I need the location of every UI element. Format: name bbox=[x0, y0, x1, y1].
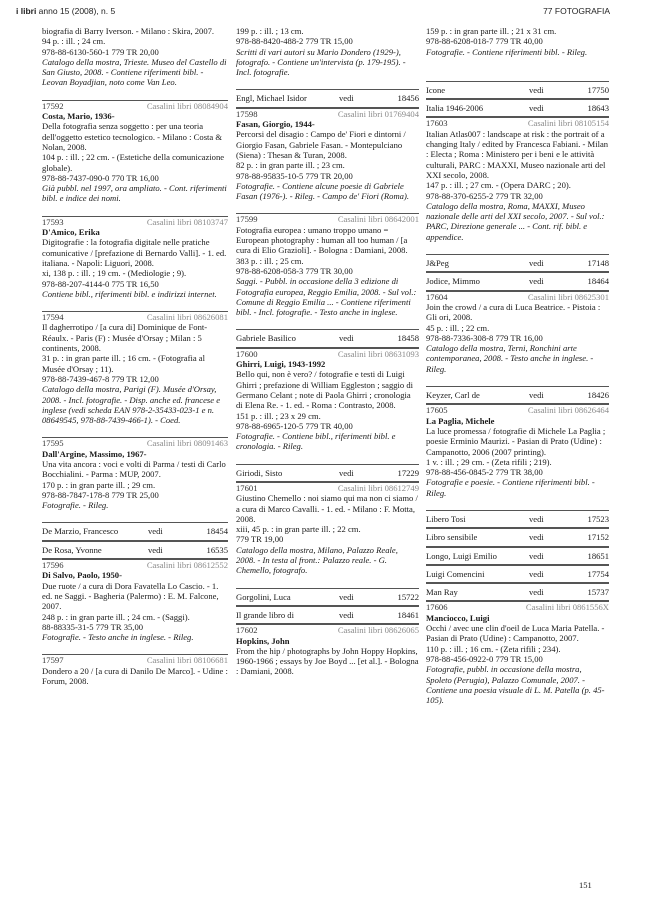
cross-reference[interactable] bbox=[426, 565, 609, 583]
entry-author: Manciocco, Luigi bbox=[426, 612, 490, 623]
cross-ref-vedi: vedi bbox=[529, 84, 544, 95]
entry-text: 978-88-95835-10-5 779 TR 20,00 bbox=[236, 170, 353, 181]
entry-header bbox=[426, 292, 609, 302]
entry-text: 978-88-7847-178-8 779 TR 25,00 bbox=[42, 489, 159, 500]
entry-text: Italian Atlas007 : landscape at risk : the portrait of a changing Italy / edited by Francesca Fabiani. - Milan : Electa ; Roma : Ministero per i beni e le attività culturali, PARC : MAXXI, Museo nazionale arti del XXI secolo, 2008. bbox=[426, 128, 609, 180]
cross-ref-vedi: vedi bbox=[339, 93, 354, 104]
column-3 bbox=[426, 26, 609, 705]
cross-ref-vedi: vedi bbox=[529, 550, 544, 561]
cross-reference[interactable] bbox=[236, 464, 419, 482]
entry-text: Due ruote / a cura di Dora Favatella Lo Cascio. - 1. ed. ne Saggi. - Bagheria (Palermo) : E. M. Falcone, 2007. bbox=[42, 580, 219, 612]
entry-source-code: Casalini libri 0861556X bbox=[525, 602, 609, 613]
entry-text: 104 p. : ill. ; 22 cm. - (Estetiche della comunicazione globale). bbox=[42, 152, 225, 173]
cross-reference[interactable] bbox=[426, 81, 609, 99]
entry-number: 17604 bbox=[426, 291, 448, 302]
page-number: 151 bbox=[579, 880, 592, 890]
cross-ref-number: 18458 bbox=[397, 333, 419, 344]
cross-reference[interactable] bbox=[236, 606, 419, 624]
cross-reference[interactable] bbox=[426, 99, 609, 117]
cross-ref-name: Jodice, Mimmo bbox=[426, 276, 480, 287]
cross-reference[interactable] bbox=[236, 89, 419, 107]
entry-header bbox=[426, 602, 609, 612]
entry-author: Di Salvo, Paolo, 1950- bbox=[42, 570, 122, 581]
column-2 bbox=[236, 26, 419, 677]
entry-text: Fotografia europea : umano troppo umano = European photography : human all too human / [a cura di Elio Grazioli]. - Bologna : Damiani, 2008. bbox=[236, 224, 408, 256]
cross-reference[interactable] bbox=[426, 510, 609, 528]
entry-header bbox=[42, 560, 228, 570]
spacer bbox=[426, 498, 609, 510]
entry-number: 17597 bbox=[42, 655, 64, 666]
entry-source-code: Casalini libri 08626065 bbox=[337, 625, 419, 636]
entry-notes: Catalogo della mostra, Terni, Ronchini arte contemporanea, 2008. - Testo anche in inglese. - Rileg. bbox=[426, 343, 594, 374]
cross-ref-name: Libero Tosi bbox=[426, 513, 466, 524]
cross-ref-number: 16535 bbox=[206, 544, 228, 555]
cross-ref-vedi: vedi bbox=[339, 333, 354, 344]
entry-text: Il dagherrotipo / [a cura di] Dominique de Font-Réaulx. - Paris (F) : Musée d'Orsay ; Milan : 5 continents, 2008. bbox=[42, 322, 208, 354]
cross-ref-name: De Rosa, Yvonne bbox=[42, 544, 102, 555]
cross-ref-vedi: vedi bbox=[529, 568, 544, 579]
entry-text: Join the crowd / a cura di Luca Beatrice. - Pistoia : Gli ori, 2008. bbox=[426, 301, 601, 323]
entry-header bbox=[236, 109, 419, 119]
spacer bbox=[42, 425, 228, 437]
cross-ref-number: 15722 bbox=[397, 591, 419, 602]
cross-ref-vedi: vedi bbox=[529, 276, 544, 287]
cross-ref-number: 18643 bbox=[587, 103, 609, 114]
cross-ref-number: 17754 bbox=[587, 568, 609, 579]
entry-text: 170 p. : in gran parte ill. ; 29 cm. bbox=[42, 479, 156, 490]
entry-author: Ghirri, Luigi, 1943-1992 bbox=[236, 359, 326, 370]
entry-header bbox=[236, 625, 419, 635]
entry-text: Una vita ancora : voci e volti di Parma / testi di Carlo Bocchialini. - Parma : MUP, 2007. bbox=[42, 458, 226, 480]
spacer bbox=[42, 204, 228, 216]
entry-header bbox=[236, 214, 419, 224]
entry-text: 45 p. : ill. ; 22 cm. bbox=[426, 322, 490, 333]
entry-text: 978-88-7437-090-0 770 TR 16,00 bbox=[42, 172, 159, 183]
cross-reference[interactable] bbox=[426, 528, 609, 546]
entry-text: La luce promessa / fotografie di Michele La Paglia ; poesie Erminio Maurizi. - Pasian di Prato (Udine) : Campanotto, 2006 (2007 printing). bbox=[426, 425, 606, 457]
entry-text: 147 p. : ill. ; 27 cm. - (Opera DARC ; 20). bbox=[426, 180, 571, 191]
cross-ref-name: Gorgolini, Luca bbox=[236, 591, 291, 602]
cross-ref-vedi: vedi bbox=[529, 390, 544, 401]
entry-header bbox=[236, 483, 419, 493]
entry-source-code: Casalini libri 08642001 bbox=[337, 214, 419, 225]
entry-source-code: Casalini libri 08626081 bbox=[146, 312, 228, 323]
entry-text: 199 p. : ill. ; 13 cm. bbox=[236, 26, 304, 36]
spacer bbox=[42, 642, 228, 654]
cross-reference[interactable] bbox=[236, 588, 419, 606]
cross-ref-name: Luigi Comencini bbox=[426, 568, 485, 579]
entry-text: Giustino Chemello : noi siamo qui ma non ci siamo / a cura di Marco Cavalli. - 1. ed. - Milano : F. Motta, 2008. bbox=[236, 493, 418, 524]
entry-text: 82 p. : in gran parte ill. ; 23 cm. bbox=[236, 160, 345, 171]
entry-notes: Saggi. - Pubbl. in occasione della 3 edizione di Fotografia europea, Reggio Emilia, 2008. - Sul vol.: Comune di Reggio Emilia ... - Contiene riferimenti bibl. - Incl. fotografie. - Testo anche in inglese. bbox=[236, 276, 417, 318]
cross-ref-name: Giriodi, Sisto bbox=[236, 467, 283, 478]
cross-ref-number: 18651 bbox=[587, 550, 609, 561]
journal-title: i libri anno 15 (2008), n. 5 bbox=[16, 6, 116, 16]
cross-ref-name: J&Peg bbox=[426, 258, 449, 269]
cross-ref-name: Il grande libro di bbox=[236, 609, 294, 620]
entry-notes: Fotografie, pubbl. in occasione della mostra, Spoleto (Perugia), Palazzo Comunale, 2007. - Contiene una poesia visuale di L. M. Patella (p. 45-105). bbox=[426, 664, 605, 706]
cross-ref-vedi: vedi bbox=[339, 591, 354, 602]
entry-text: From the hip / photographs by John Hoppy Hopkins, 1960-1966 ; essays by Joe Boyd ... [et al.]. - Bologna : Damiani, 2008. bbox=[236, 645, 419, 677]
entry-text: 978-88-8420-488-2 779 TR 15,00 bbox=[236, 36, 353, 47]
entry-notes: Fotografie. - Rileg. bbox=[42, 500, 109, 511]
entry-notes: Catalogo della mostra, Milano, Palazzo Reale, 2008. - In testa al front.: Palazzo reale. - G. Chemello, fotografo. bbox=[236, 544, 398, 576]
entry-text: Della fotografia senza soggetto : per una teoria dell'oggetto estetico tecnologico. - Milano : Costa & Nolan, 2008. bbox=[42, 121, 223, 152]
entry-source-code: Casalini libri 08103747 bbox=[146, 216, 228, 227]
cross-reference[interactable] bbox=[426, 547, 609, 565]
entry-notes: Fotografie e poesie. - Contiene riferimenti bibl. - Rileg. bbox=[426, 477, 595, 498]
entry-notes: Fotografie. - Contiene riferimenti bibl. - Rileg. bbox=[426, 46, 588, 57]
spacer bbox=[426, 57, 609, 69]
entry-text: xi, 138 p. : ill. ; 19 cm. - (Mediologie ; 9). bbox=[42, 268, 187, 279]
entry-text: 978-88-6130-560-1 779 TR 20,00 bbox=[42, 46, 159, 57]
spacer bbox=[236, 452, 419, 464]
spacer bbox=[426, 374, 609, 386]
cross-ref-name: Libro sensibile bbox=[426, 532, 478, 543]
entry-header bbox=[42, 101, 228, 111]
entry-text: Dondero a 20 / [a cura di Danilo De Marco]. - Udine : Forum, 2008. bbox=[42, 665, 228, 687]
cross-ref-vedi: vedi bbox=[339, 609, 354, 620]
entry-number: 17605 bbox=[426, 405, 448, 416]
cross-ref-name: Longo, Luigi Emilio bbox=[426, 550, 497, 561]
cross-ref-vedi: vedi bbox=[148, 526, 163, 537]
cross-ref-number: 15737 bbox=[587, 587, 609, 598]
spacer bbox=[42, 510, 228, 522]
entry-header bbox=[426, 405, 609, 415]
cross-ref-number: 18461 bbox=[397, 609, 419, 620]
entry-header bbox=[426, 118, 609, 128]
entry-text: 88-88335-31-5 779 TR 35,00 bbox=[42, 621, 144, 632]
entry-text: 978-88-370-6255-2 779 TR 32,00 bbox=[426, 190, 543, 201]
entry-text: 383 p. : ill. ; 25 cm. bbox=[236, 255, 304, 266]
entry-number: 17601 bbox=[236, 482, 258, 493]
entry-text: 31 p. : in gran parte ill. ; 16 cm. - (Fotografia al Musée d'Orsay ; 11). bbox=[42, 353, 206, 374]
entry-notes: Già pubbl. nel 1997, ora ampliato. - Cont. riferimenti bibl. e indice dei nomi. bbox=[42, 183, 227, 204]
spacer bbox=[236, 576, 419, 588]
entry-text: 978-88-456-0845-2 779 TR 38,00 bbox=[426, 467, 543, 478]
cross-reference[interactable] bbox=[426, 272, 609, 290]
cross-ref-number: 18464 bbox=[587, 276, 609, 287]
entry-text: 978-88-6208-018-7 779 TR 40,00 bbox=[426, 36, 543, 47]
cross-ref-vedi: vedi bbox=[529, 532, 544, 543]
cross-reference[interactable] bbox=[236, 329, 419, 347]
entry-text: Percorsi del disagio : Campo de' Fiori e dintorni / Giorgio Fasan, Gabriele Fasan. - Montepulciano (Siena) : Thesan & Turan, 2008. bbox=[236, 129, 406, 160]
entry-source-code: Casalini libri 08612552 bbox=[146, 560, 228, 571]
entry-text: 1 v. : ill. ; 29 cm. - (Zeta rifili ; 219). bbox=[426, 456, 552, 467]
entry-source-code: Casalini libri 08626464 bbox=[527, 405, 609, 416]
cross-ref-number: 17750 bbox=[587, 84, 609, 95]
entry-notes: Scritti di vari autori su Mario Dondero (1929-), fotografo. - Contiene un'intervista (p. 179-195). - Incl. fotografie. bbox=[236, 46, 406, 78]
entry-number: 17602 bbox=[236, 625, 258, 636]
cross-ref-vedi: vedi bbox=[339, 467, 354, 478]
entry-source-code: Casalini libri 08612749 bbox=[337, 482, 419, 493]
entry-author: La Paglia, Michele bbox=[426, 415, 495, 426]
entry-source-code: Casalini libri 08091463 bbox=[146, 438, 228, 449]
entry-notes: Fotografie. - Contiene bibl., riferimenti bibl. e cronologia. - Rileg. bbox=[236, 431, 396, 452]
entry-number: 17600 bbox=[236, 348, 258, 359]
cross-ref-vedi: vedi bbox=[529, 587, 544, 598]
entry-notes: Catalogo della mostra, Parigi (F). Musée d'Orsay, 2008. - Incl. fotografie. - Disp. anche ed. francese e inglese (vedi scheda EAN 978-2-35433-023-1 e n. 08649545, 978-88-7439-466-1). - Coed. bbox=[42, 384, 221, 426]
cross-ref-number: 17148 bbox=[587, 258, 609, 269]
entry-text: 978-88-7439-467-8 779 TR 12,00 bbox=[42, 373, 159, 384]
cross-reference[interactable] bbox=[426, 583, 609, 601]
entry-author: Dall'Argine, Massimo, 1967- bbox=[42, 448, 147, 459]
entry-text: 159 p. : in gran parte ill. ; 21 x 31 cm. bbox=[426, 26, 557, 36]
cross-reference[interactable] bbox=[426, 386, 609, 404]
entry-author: Fasan, Giorgio, 1944- bbox=[236, 119, 315, 130]
entry-text: 779 TR 19,00 bbox=[236, 534, 284, 545]
cross-ref-number: 18456 bbox=[397, 93, 419, 104]
entry-number: 17599 bbox=[236, 214, 258, 225]
cross-ref-name: Man Ray bbox=[426, 587, 458, 598]
entry-number: 17592 bbox=[42, 100, 64, 111]
spacer bbox=[42, 88, 228, 100]
cross-ref-name: Icone bbox=[426, 84, 446, 95]
spacer bbox=[42, 299, 228, 311]
entry-source-code: Casalini libri 01769404 bbox=[337, 108, 419, 119]
entry-notes: Fotografie. - Contiene alcune poesie di Gabriele Fasan (1976-). - Rileg. - Campo de' Fiori (Roma). bbox=[236, 180, 409, 202]
cross-reference[interactable] bbox=[426, 254, 609, 272]
column-1 bbox=[42, 26, 228, 686]
entry-number: 17596 bbox=[42, 560, 64, 571]
entry-number: 17598 bbox=[236, 108, 258, 119]
spacer bbox=[426, 242, 609, 254]
entry-text: biografia di Barry Iverson. - Milano : Skira, 2007. bbox=[42, 26, 215, 36]
entry-source-code: Casalini libri 08106681 bbox=[146, 655, 228, 666]
cross-ref-number: 18426 bbox=[587, 390, 609, 401]
entry-text: Bello qui, non è vero? / fotografie e testi di Luigi Ghirri ; prefazione di William Eggleston ; saggio di Germano Celant ; note di Paola Ghirri ; cronologia di Elena Re. - 1. ed. - Roma : Contrasto, 2008. bbox=[236, 369, 414, 411]
entry-text: 978-88-207-4144-0 775 TR 16,50 bbox=[42, 278, 159, 289]
entry-text: Digitografie : la fotografia digitale nelle pratiche comunicative / [prefazione di Bernardo Valli]. - 1. ed. italiana. - Napoli: Liguori, 2008. bbox=[42, 237, 227, 268]
cross-ref-name: Keyzer, Carl de bbox=[426, 390, 480, 401]
cross-ref-vedi: vedi bbox=[529, 103, 544, 114]
entry-text: 978-88-456-0922-0 779 TR 15,00 bbox=[426, 653, 543, 664]
cross-ref-name: Engl, Michael Isidor bbox=[236, 93, 307, 104]
entry-text: 110 p. : ill. ; 16 cm. - (Zeta rifili ; 234). bbox=[426, 643, 561, 654]
entry-text: xiii, 45 p. : in gran parte ill. ; 22 cm. bbox=[236, 524, 361, 535]
cross-ref-vedi: vedi bbox=[529, 258, 544, 269]
cross-reference[interactable] bbox=[42, 541, 228, 559]
spacer bbox=[236, 201, 419, 213]
entry-number: 17595 bbox=[42, 438, 64, 449]
section-title: 77 FOTOGRAFIA bbox=[543, 6, 610, 16]
entry-author: Hopkins, John bbox=[236, 635, 290, 646]
spacer bbox=[236, 77, 419, 89]
entry-text: 978-88-7336-308-8 779 TR 16,00 bbox=[426, 332, 543, 343]
entry-text: Occhi / avec une clin d'oeil de Luca Maria Patella. - Pasian di Prato (Udine) : Campanotto, 2007. bbox=[426, 623, 605, 644]
spacer bbox=[236, 317, 419, 329]
cross-ref-number: 17523 bbox=[587, 513, 609, 524]
entry-notes: Catalogo della mostra, Roma, MAXXI, Museo nazionale delle arti del XXI secolo, 2007. - Sul vol.: PARC, Direzione generale ... - Cont. rif. bibl. e appendice. bbox=[426, 200, 605, 242]
cross-ref-name: Italia 1946-2006 bbox=[426, 103, 484, 114]
entry-notes: Fotografie. - Testo anche in inglese. - Rileg. bbox=[42, 632, 194, 643]
cross-reference[interactable] bbox=[42, 522, 228, 540]
entry-source-code: Casalini libri 08105154 bbox=[527, 118, 609, 129]
entry-header bbox=[42, 217, 228, 227]
cross-ref-name: De Marzio, Francesco bbox=[42, 526, 119, 537]
cross-ref-number: 17229 bbox=[397, 467, 419, 478]
spacer bbox=[426, 69, 609, 81]
entry-source-code: Casalini libri 08084904 bbox=[146, 100, 228, 111]
entry-text: 978-88-6208-058-3 779 TR 30,00 bbox=[236, 265, 353, 276]
entry-header bbox=[42, 655, 228, 665]
entry-notes: Catalogo della mostra, Trieste. Museo del Castello di San Giusto, 2008. - Contiene riferimenti bibl. - Leovan Boyadjian, noto come Van Leo. bbox=[42, 56, 227, 88]
entry-text: 248 p. : in gran parte ill. ; 24 cm. - (Saggi). bbox=[42, 611, 190, 622]
running-header bbox=[16, 6, 610, 20]
cross-ref-number: 18454 bbox=[206, 526, 228, 537]
entry-notes: Contiene bibl., riferimenti bibl. e indirizzi internet. bbox=[42, 288, 217, 299]
entry-text: 94 p. : ill. ; 24 cm. bbox=[42, 36, 106, 47]
entry-source-code: Casalini libri 08625301 bbox=[527, 291, 609, 302]
entry-number: 17603 bbox=[426, 118, 448, 129]
entry-header bbox=[42, 312, 228, 322]
cross-ref-number: 17152 bbox=[587, 532, 609, 543]
cross-ref-vedi: vedi bbox=[148, 544, 163, 555]
entry-number: 17594 bbox=[42, 312, 64, 323]
entry-number: 17606 bbox=[426, 602, 448, 613]
cross-ref-vedi: vedi bbox=[529, 513, 544, 524]
entry-text: 151 p. : ill. ; 23 x 29 cm. bbox=[236, 410, 321, 421]
entry-author: D'Amico, Erika bbox=[42, 227, 100, 238]
entry-header bbox=[42, 438, 228, 448]
cross-ref-name: Gabriele Basilico bbox=[236, 333, 296, 344]
entry-author: Costa, Mario, 1936- bbox=[42, 111, 115, 122]
entry-number: 17593 bbox=[42, 216, 64, 227]
entry-text: 978-88-6965-120-5 779 TR 40,00 bbox=[236, 420, 353, 431]
entry-header bbox=[236, 349, 419, 359]
entry-source-code: Casalini libri 08631093 bbox=[337, 348, 419, 359]
